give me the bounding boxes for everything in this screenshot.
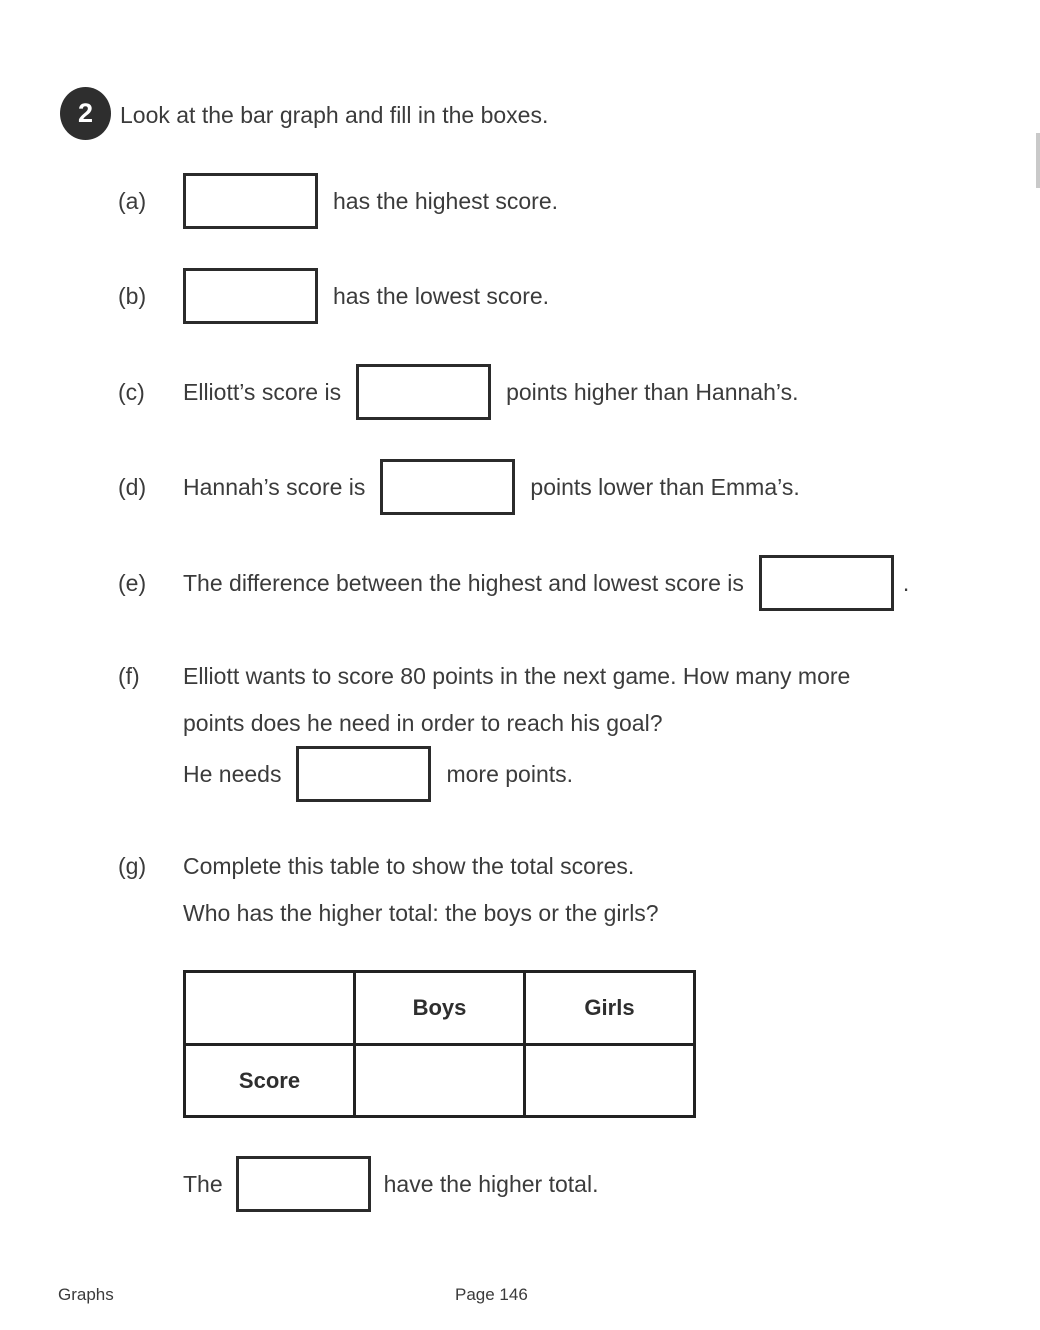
- item-g-conclusion-row: [183, 1156, 598, 1212]
- item-c-row: [118, 364, 798, 420]
- table-cell-girls-score[interactable]: [525, 1045, 695, 1117]
- item-f-text-line1: Elliott wants to score 80 points in the next game. How many more: [183, 663, 851, 689]
- item-c-text-after: points higher than Hannah’s.: [506, 378, 799, 405]
- footer-page-number: Page 146: [455, 1285, 528, 1304]
- item-f-text-line2: points does he need in order to reach his goal?: [183, 710, 663, 736]
- item-e-row: [118, 555, 909, 611]
- table-header-girls: Girls: [525, 972, 695, 1045]
- answer-box-a[interactable]: [183, 173, 318, 229]
- item-d-text-before: Hannah’s score is: [183, 473, 366, 500]
- answer-box-c[interactable]: [356, 364, 491, 420]
- item-f-line2: [183, 707, 663, 739]
- question-number: 2: [77, 98, 94, 128]
- answer-box-e[interactable]: [759, 555, 894, 611]
- table-header-row: [185, 972, 695, 1045]
- item-f-text-after: more points.: [446, 760, 574, 787]
- item-b-label: (b): [118, 282, 147, 309]
- question-title: Look at the bar graph and fill in the boxes.: [120, 102, 549, 128]
- item-g-text-line1: Complete this table to show the total scores.: [183, 853, 635, 879]
- item-a-label: (a): [118, 187, 147, 214]
- answer-box-b[interactable]: [183, 268, 318, 324]
- table-score-row: [185, 1045, 695, 1117]
- item-b-row: [118, 268, 549, 324]
- item-f-answer-row: [183, 746, 573, 802]
- item-e-text-before: The difference between the highest and lowest score is: [183, 569, 744, 596]
- answer-box-g[interactable]: [236, 1156, 371, 1212]
- score-table: [183, 970, 696, 1118]
- question-number-badge: [60, 87, 111, 140]
- item-d-label: (d): [118, 473, 147, 500]
- item-d-text-after: points lower than Emma’s.: [530, 473, 800, 500]
- item-c-text-before: Elliott’s score is: [183, 378, 342, 405]
- answer-box-d[interactable]: [380, 459, 515, 515]
- item-d-row: [118, 459, 800, 515]
- item-a-row: [118, 173, 558, 229]
- item-g-line1: [118, 850, 634, 882]
- item-g-text-line2: Who has the higher total: the boys or the girls?: [183, 900, 659, 926]
- item-g-line2: [183, 897, 659, 929]
- table-header-boys: Boys: [355, 972, 525, 1045]
- item-e-text-after: .: [902, 569, 910, 596]
- item-b-text: has the lowest score.: [333, 282, 550, 309]
- item-f-line1: [118, 660, 850, 692]
- item-a-text: has the highest score.: [333, 187, 559, 214]
- item-f-label: (f): [118, 663, 140, 689]
- table-cell-boys-score[interactable]: [355, 1045, 525, 1117]
- footer-section-label: Graphs: [58, 1285, 114, 1304]
- scrollbar-thumb[interactable]: [1036, 133, 1040, 188]
- item-c-label: (c): [118, 378, 145, 405]
- item-f-text-before: He needs: [183, 760, 282, 787]
- item-g-label: (g): [118, 853, 147, 879]
- item-e-label: (e): [118, 569, 147, 596]
- item-g-conclusion-before: The: [183, 1170, 223, 1197]
- answer-box-f[interactable]: [296, 746, 431, 802]
- table-corner-cell: [185, 972, 355, 1045]
- item-g-conclusion-after: have the higher total.: [383, 1170, 599, 1197]
- table-row-label-score: Score: [185, 1045, 355, 1117]
